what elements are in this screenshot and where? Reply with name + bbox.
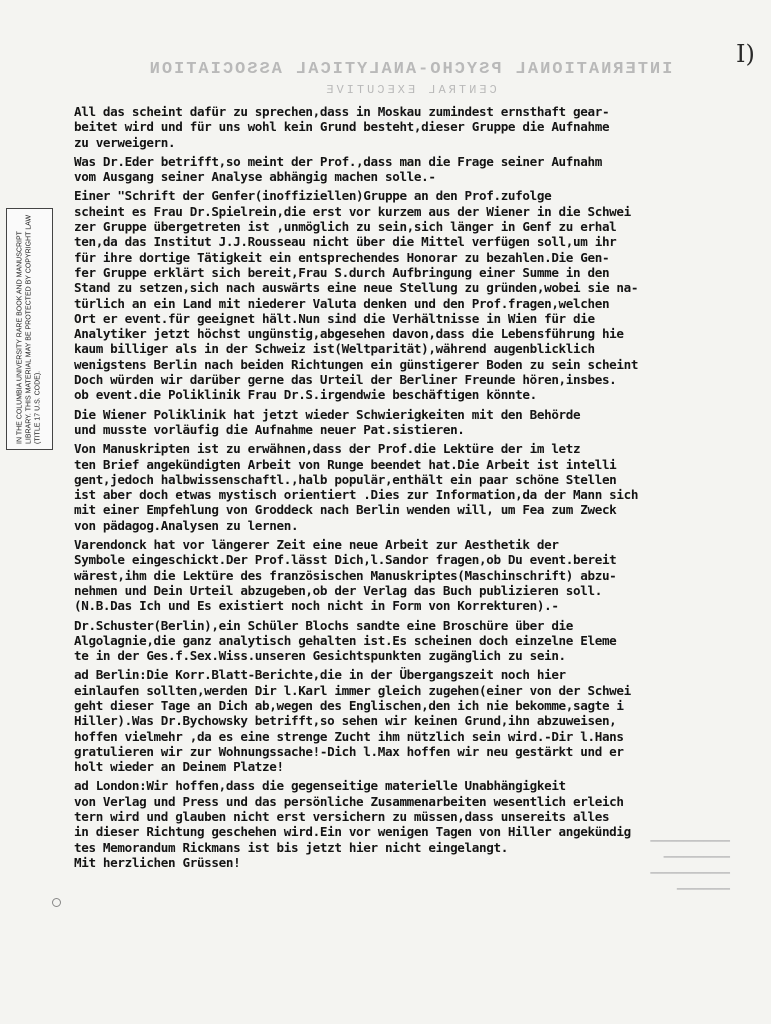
letter-line: ad London:Wir hoffen,dass die gegenseitige materielle Unabhängigkeit	[74, 778, 566, 794]
letter-line: und musste vorläufig die Aufnahme neuer Pat.sistieren.	[74, 421, 465, 437]
letter-line: Was Dr.Eder betrifft,so meint der Prof.,dass man die Frage seiner Aufnahm	[74, 153, 602, 169]
letter-line: Doch würden wir darüber gerne das Urteil der Berliner Freunde hören,insbes.	[74, 372, 617, 388]
letter-line: Einer "Schrift der Genfer(inoffiziellen)Gruppe an den Prof.zufolge	[74, 188, 552, 204]
letter-line: Analytiker jetzt höchst ungünstig,abgesehen davon,dass die Lebensführung hie	[74, 326, 624, 342]
letter-line: Von Manuskripten ist zu erwähnen,dass der Prof.die Lektüre der im letz	[74, 441, 581, 457]
letter-line: kaum billiger als in der Schweiz ist(Weltparität),während augenblicklich	[74, 341, 595, 357]
letter-body	[74, 104, 764, 870]
letter-line: Ort er event.für geeignet hält.Nun sind die Verhältnisse in Wien für die	[74, 310, 595, 326]
letter-line: Stand zu setzen,sich nach auswärts eine neue Stellung zu gründen,wobei sie na-	[74, 280, 639, 296]
letter-line: Dr.Schuster(Berlin),ein Schüler Blochs sandte eine Broschüre über die	[74, 617, 574, 633]
letter-line: fer Gruppe erklärt sich bereit,Frau S.durch Aufbringung einer Summe in den	[74, 264, 610, 280]
copyright-stamp-text: IN THE COLUMBIA UNIVERSITY RARE BOOK AND MANUSCRIPT LIBRARY. THIS MATERIAL MAY BE PROTECTED BY COPYRIGHT LAW (TITLE 17 U.S. CODE).	[16, 214, 42, 444]
letter-line: scheint es Frau Dr.Spielrein,die erst vor kurzem aus der Wiener in die Schwei	[74, 203, 631, 219]
letter-line: Varendonck hat vor längerer Zeit eine neue Arbeit zur Aesthetik der	[74, 537, 559, 553]
letter-line: gratulieren wir zur Wohnungssache!-Dich l.Max hoffen wir neu gestärkt und er	[74, 743, 624, 759]
letter-line: Die Wiener Poliklinik hat jetzt wieder Schwierigkeiten mit den Behörde	[74, 406, 581, 422]
letterhead-title: INTERNATIONAL PSYCHO-ANALYTICAL ASSOCIATION	[147, 60, 673, 79]
letter-line: tern wird und glauben nicht erst versichern zu müssen,dass unsereits alles	[74, 809, 610, 825]
letter-line: tes Memorandum Rickmans ist bis jetzt hier nicht eingelangt.	[74, 839, 508, 855]
letter-line: zu verweigern.	[74, 134, 176, 150]
punch-hole	[52, 898, 61, 907]
letterhead-subtitle: CENTRAL EXECUTIVE	[323, 83, 497, 97]
letter-line: ten Brief angekündigten Arbeit von Runge beendet hat.Die Arbeit ist intelli	[74, 456, 617, 472]
letter-line: Hiller).Was Dr.Bychowsky betrifft,so sehen wir keinen Grund,ihn abzuweisen,	[74, 713, 617, 729]
letter-line: für ihre dortige Tätigkeit ein entsprechendes Honorar zu bezahlen.Die Gen-	[74, 249, 610, 265]
letter-line: beitet wird und für uns wohl kein Grund besteht,dieser Gruppe die Aufnahme	[74, 119, 610, 135]
letter-line: von pädagog.Analysen zu lernen.	[74, 517, 299, 533]
letter-line: geht dieser Tage an Dich ab,wegen des Englischen,den ich nie bekomme,sagte i	[74, 697, 624, 713]
copyright-stamp	[6, 208, 53, 450]
letter-line: von Verlag und Press und das persönliche Zusammenarbeiten wesentlich erleich	[74, 793, 624, 809]
letter-line: te in der Ges.f.Sex.Wiss.unseren Gesichtspunkten zugänglich zu sein.	[74, 648, 566, 664]
letter-line: ad Berlin:Die Korr.Blatt-Berichte,die in der Übergangszeit noch hier	[74, 667, 566, 683]
letter-line: All das scheint dafür zu sprechen,dass in Moskau zumindest ernsthaft gear-	[74, 104, 610, 119]
letter-line: wärest,ihm die Lektüre des französischen Manuskriptes(Maschinschrift) abzu-	[74, 567, 617, 583]
letterhead-showthrough	[120, 60, 700, 97]
letter-line: Mit herzlichen Grüssen!	[74, 854, 241, 870]
letter-line: ist aber doch etwas mystisch orientiert .Dies zur Information,da der Mann sich	[74, 487, 639, 503]
letter-line: wenigstens Berlin nach beiden Richtungen ein günstigerer Boden zu sein scheint	[74, 356, 639, 372]
letter-line: Symbole eingeschickt.Der Prof.lässt Dich,l.Sandor fragen,ob Du event.bereit	[74, 552, 617, 568]
letter-line: Algolagnie,die ganz analytisch gehalten ist.Es scheinen doch einzelne Eleme	[74, 632, 617, 648]
letter-line: nehmen und Dein Urteil abzugeben,ob der Verlag das Buch publizieren soll.	[74, 582, 602, 598]
letter-line: vom Ausgang seiner Analyse abhängig machen solle.-	[74, 169, 436, 185]
letter-line: mit einer Empfehlung von Groddeck nach Berlin wenden will, um Fea zum Zweck	[74, 502, 617, 518]
letter-line: in dieser Richtung geschehen wird.Ein vor wenigen Tagen von Hiller angekündig	[74, 824, 631, 840]
letter-line: zer Gruppe übergetreten ist ,unmöglich zu sein,sich länger in Genf zu erhal	[74, 219, 617, 235]
letter-line: gent,jedoch halbwissenschaftl.,halb populär,enthält ein paar schöne Stellen	[74, 471, 617, 487]
bleed-through-text: ▁▁▁▁▁▁▁▁▁▁▁▁ ▁▁▁▁▁▁▁▁▁▁ ▁▁▁▁▁▁▁▁▁▁▁▁ ▁▁▁▁▁▁▁▁	[650, 829, 730, 890]
letter-line: einlaufen sollten,werden Dir l.Karl immer gleich zugehen(einer von der Schwei	[74, 682, 631, 698]
letter-line: ten,da das Institut J.J.Rousseau nicht über die Mittel verfügen soll,um ihr	[74, 234, 617, 250]
letter-line: hoffen vielmehr ,da es eine strenge Zucht ihm nützlich sein wird.-Dir l.Hans	[74, 728, 624, 744]
letter-line: ob event.die Poliklinik Frau Dr.S.irgendwie beschäftigen könnte.	[74, 387, 537, 403]
letter-line: türlich an ein Land mit niederer Valuta denken und den Prof.fragen,welchen	[74, 295, 610, 311]
letter-line: holt wieder an Deinem Platze!	[74, 759, 284, 775]
letter-line: (N.B.Das Ich und Es existiert noch nicht in Form von Korrekturen).-	[74, 598, 559, 614]
page-mark: I)	[736, 40, 755, 68]
